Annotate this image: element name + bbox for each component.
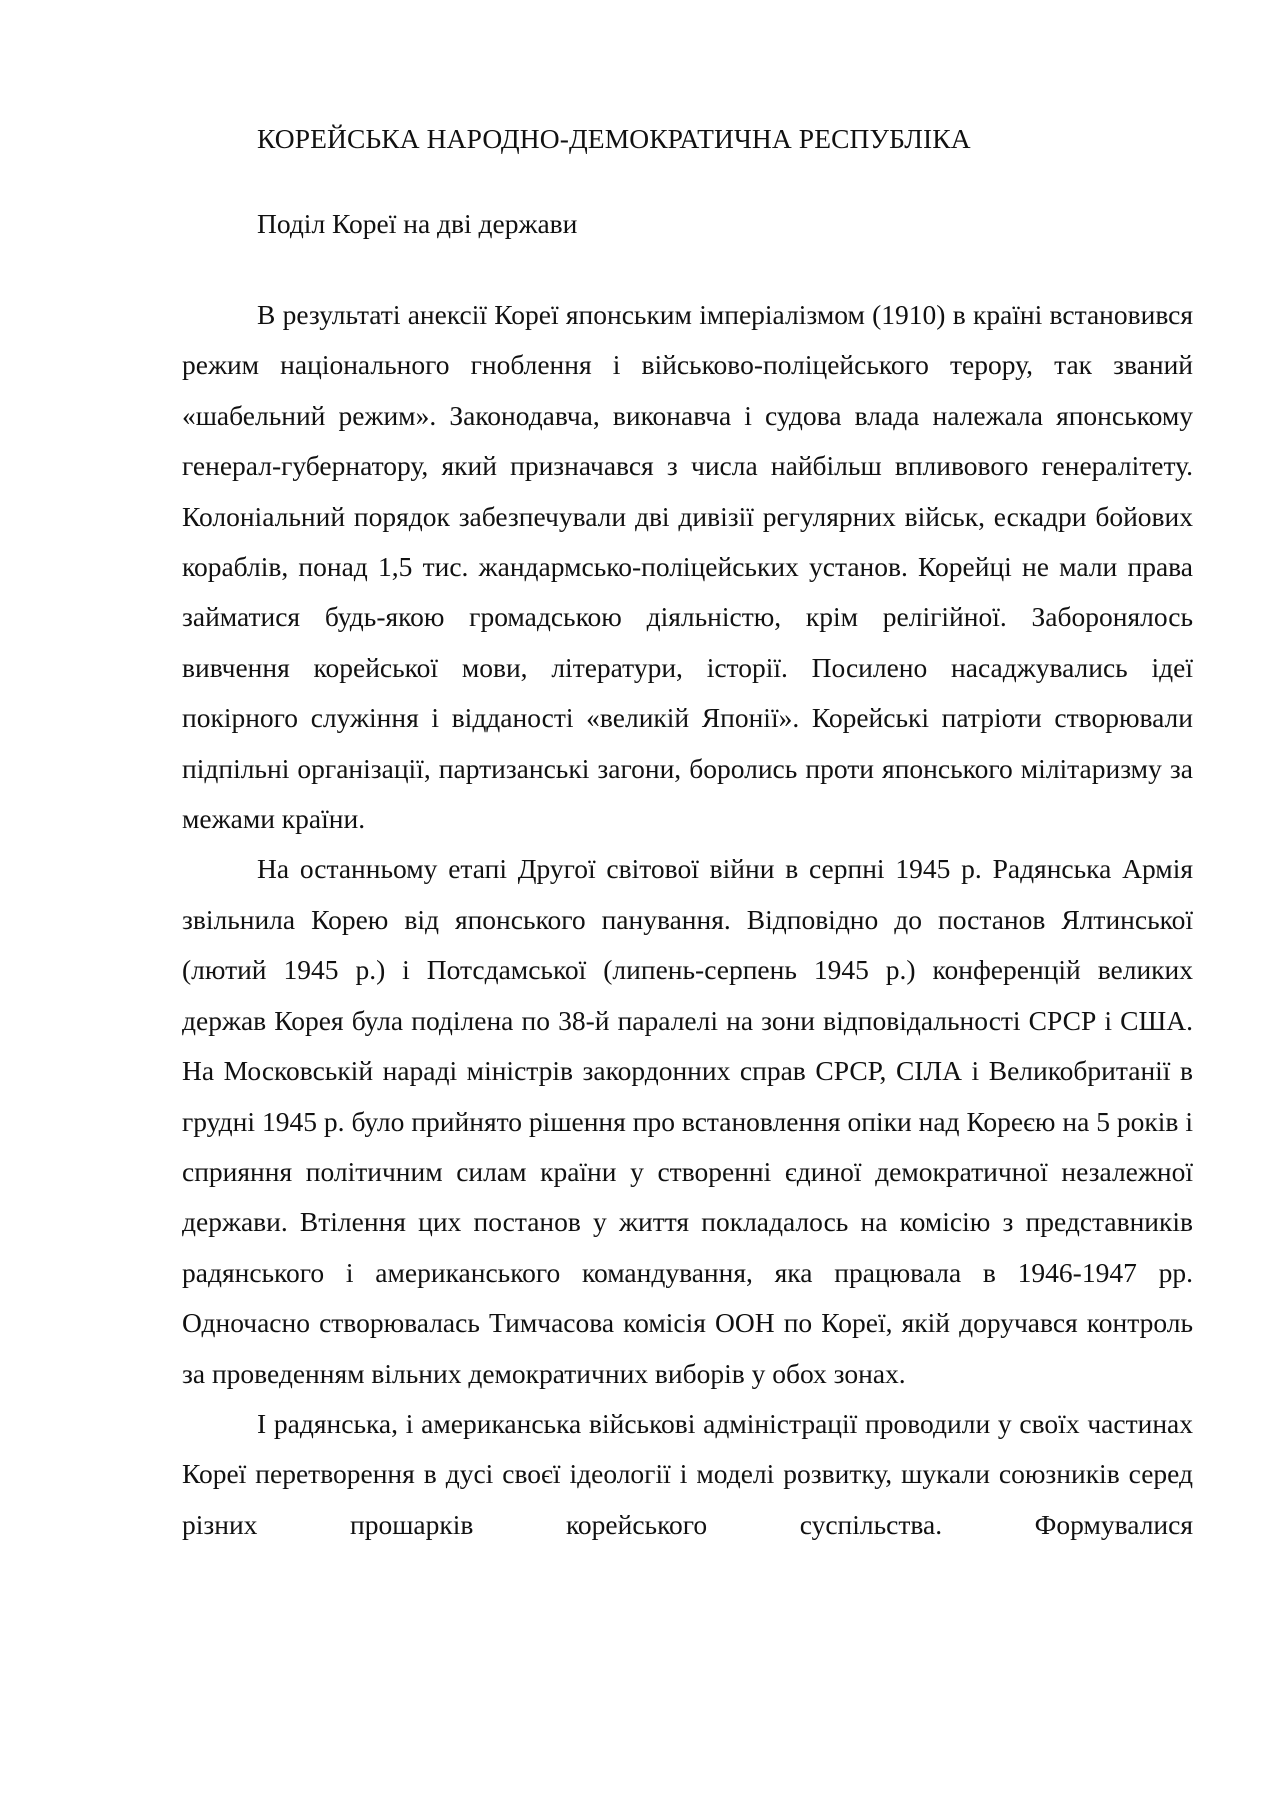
paragraph-administrations: І радянська, і американська військові адміністрації проводили у своїх частинах Кореї перетворення в дусі своєї ідеології і моделі розвитку, шукали союзників серед різних прошарків корейського суспільства. Формувалися (182, 1407, 1193, 1540)
document-title: КОРЕЙСЬКА НАРОДНО-ДЕМОКРАТИЧНА РЕСПУБЛІКА (257, 123, 971, 154)
paragraph-annexation: В результаті анексії Кореї японським імперіалізмом (1910) в країні встановився режим національного гноблення і військово-поліцейського терору, так званий «шабельний режим». Законодавча, виконавча і судова влада належала японському генерал-губернатору, який призначався з числа найбільш впливового генералітету. Колоніальний порядок забезпечували дві дивізії регулярних військ, ескадри бойових кораблів, понад 1,5 тис. жандармсько-поліцейських установ. Корейці не мали права займатися будь-якою громадською діяльністю, крім релігійної. Заборонялось вивчення корейської мови, літератури, історії. Посилено насаджувались ідеї покірного служіння і відданості «великій Японії». Корейські патріоти створювали підпільні організації, партизанські загони, боролись проти японського мілітаризму за межами країни. (182, 299, 1193, 835)
section-subtitle: Поділ Кореї на дві держави (257, 208, 578, 239)
paragraph-liberation: На останньому етапі Другої світової війни в серпні 1945 р. Радянська Армія звільнила Корею від японського панування. Відповідно до постанов Ялтинської (лютий 1945 р.) і Потсдамської (липень-серпень 1945 р.) конференцій великих держав Корея була поділена по 38-й паралелі на зони відповідальності СРСР і США. На Московській нараді міністрів закордонних справ СРСР, СІЛА і Великобританії в грудні 1945 р. було прийнято рішення про встановлення опіки над Кореєю на 5 років і сприяння політичним силам країни у створенні єдиної демократичної незалежної держави. Втілення цих постанов у життя покладалось на комісію з представників радянського і американського командування, яка працювала в 1946-1947 рр. Одночасно створювалась Тимчасова комісія ООН по Кореї, якій доручався контроль за проведенням вільних демократичних виборів у обох зонах. (182, 853, 1193, 1389)
body-text (182, 290, 1193, 1550)
